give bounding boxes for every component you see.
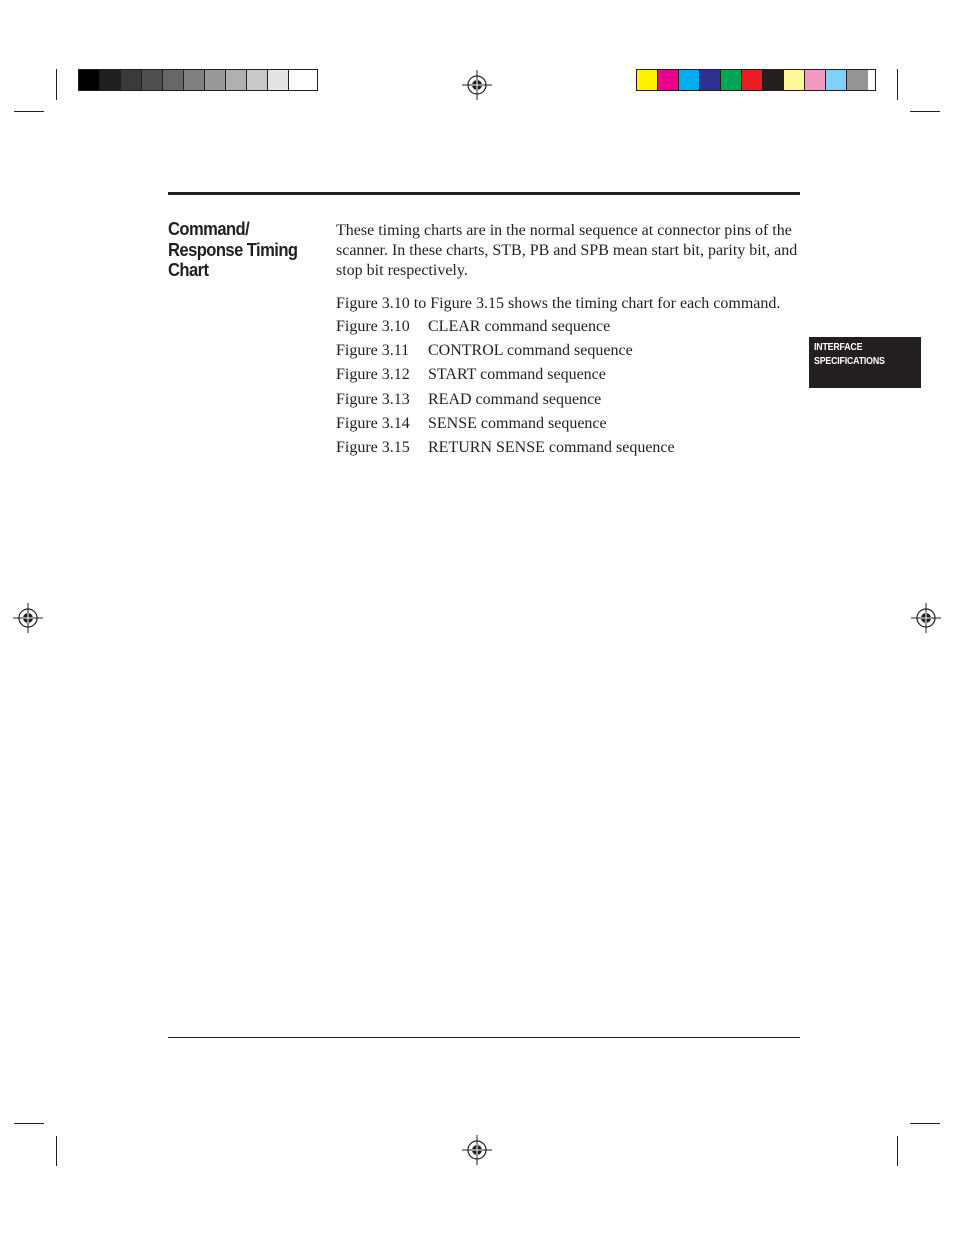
color-swatch xyxy=(637,70,658,90)
color-swatch xyxy=(700,70,721,90)
registration-mark-icon xyxy=(13,603,43,633)
color-swatch xyxy=(763,70,784,90)
figure-list-item xyxy=(336,341,802,365)
crop-mark xyxy=(56,69,57,100)
figure-list-item xyxy=(336,414,802,438)
side-tab-line: INTERFACE xyxy=(814,342,863,353)
figure-number: Figure 3.15 xyxy=(336,438,410,456)
crop-mark xyxy=(897,1136,898,1166)
gray-swatch xyxy=(184,70,205,90)
gray-swatch xyxy=(100,70,121,90)
side-tab-line: SPECIFICATIONS xyxy=(814,356,885,367)
crop-mark xyxy=(910,111,940,112)
crop-mark xyxy=(897,69,898,100)
figure-number: Figure 3.13 xyxy=(336,390,410,408)
section-heading xyxy=(168,219,315,281)
figure-title: SENSE command sequence xyxy=(428,414,607,432)
figure-list-item xyxy=(336,390,802,414)
color-swatch xyxy=(721,70,742,90)
top-rule xyxy=(168,192,800,195)
figure-number: Figure 3.12 xyxy=(336,366,410,384)
registration-mark-icon xyxy=(462,1135,492,1165)
crop-mark xyxy=(910,1123,940,1124)
chapter-side-tab xyxy=(809,337,921,388)
figure-list-item xyxy=(336,317,802,341)
figure-title: CONTROL command sequence xyxy=(428,342,633,360)
color-swatch xyxy=(742,70,763,90)
gray-swatch xyxy=(247,70,268,90)
color-swatch xyxy=(826,70,847,90)
heading-line: Command/ xyxy=(168,219,250,239)
heading-line: Response Timing xyxy=(168,239,298,260)
gray-swatch xyxy=(79,70,100,90)
intro-paragraph: These timing charts are in the normal sequence at connector pins of the scanner. In these charts, STB, PB and SPB mean start bit, parity bit, and stop bit respectively. xyxy=(336,222,798,279)
gray-swatch xyxy=(121,70,142,90)
color-swatch xyxy=(805,70,826,90)
color-swatch xyxy=(847,70,868,90)
body-text xyxy=(336,221,802,462)
gray-swatch xyxy=(163,70,184,90)
grayscale-swatch-bar xyxy=(78,69,318,91)
gray-swatch xyxy=(268,70,289,90)
gray-swatch xyxy=(289,70,310,90)
color-swatch-bar xyxy=(636,69,876,91)
figure-list xyxy=(336,317,802,462)
heading-line: Chart xyxy=(168,260,209,280)
color-swatch xyxy=(679,70,700,90)
registration-mark-icon xyxy=(462,70,492,100)
registration-mark-icon xyxy=(911,603,941,633)
color-swatch xyxy=(658,70,679,90)
figure-title: START command sequence xyxy=(428,366,606,384)
figure-title: RETURN SENSE command sequence xyxy=(428,438,675,456)
gray-swatch xyxy=(142,70,163,90)
crop-mark xyxy=(14,111,44,112)
crop-mark xyxy=(14,1123,44,1124)
color-swatch xyxy=(784,70,805,90)
figure-number: Figure 3.14 xyxy=(336,414,410,432)
figure-title: CLEAR command sequence xyxy=(428,318,611,335)
figure-title: READ command sequence xyxy=(428,390,602,408)
gray-swatch xyxy=(205,70,226,90)
figure-list-item xyxy=(336,365,802,389)
figure-overview-paragraph: Figure 3.10 to Figure 3.15 shows the timing chart for each command. xyxy=(336,295,781,312)
figure-number: Figure 3.11 xyxy=(336,342,410,360)
gray-swatch xyxy=(226,70,247,90)
figure-number: Figure 3.10 xyxy=(336,318,410,335)
figure-list-item xyxy=(336,438,802,462)
crop-mark xyxy=(56,1136,57,1166)
bottom-rule xyxy=(168,1037,800,1038)
